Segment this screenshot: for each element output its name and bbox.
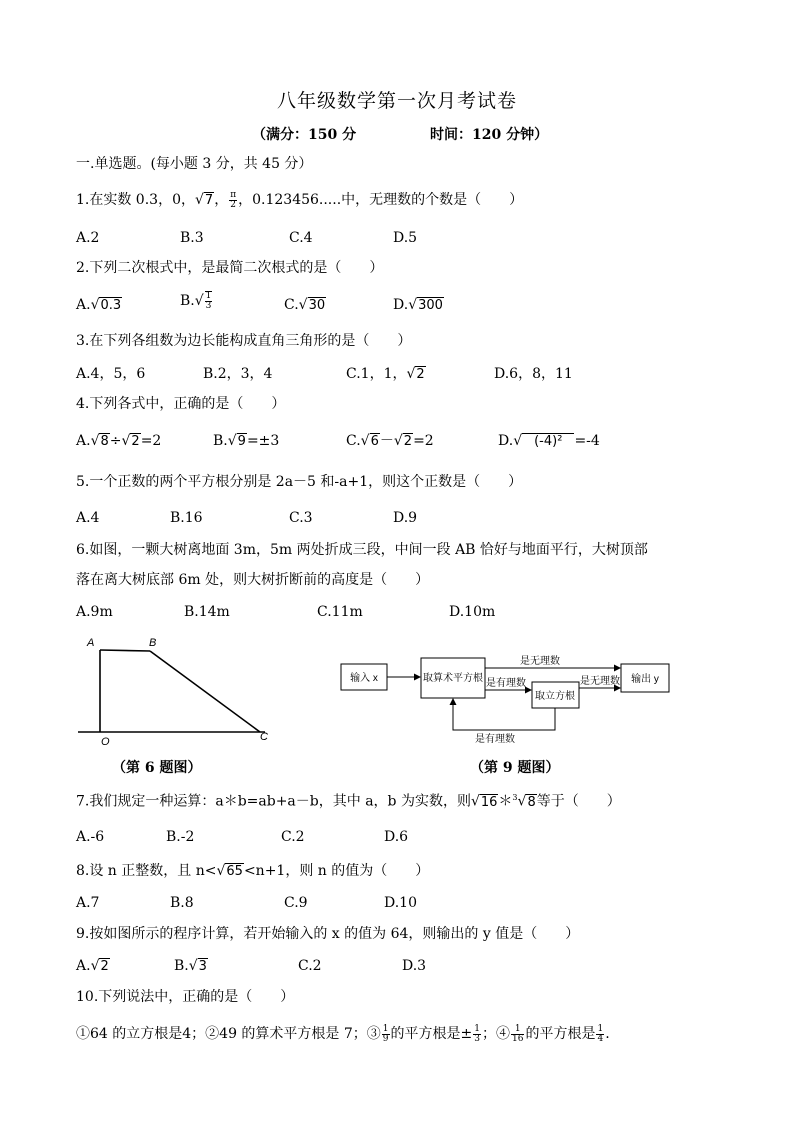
exam-info: [252, 124, 549, 144]
label-c: C: [260, 731, 268, 743]
option-c[interactable]: C.9: [284, 895, 308, 911]
option-c[interactable]: C.√30: [284, 297, 326, 313]
segment-bc: [150, 651, 260, 732]
rational-label-bottom: 是有理数: [475, 734, 515, 745]
figure-6-diagram: [70, 632, 280, 747]
option-b[interactable]: B.√9=±3: [213, 433, 280, 449]
rational-label-left: 是有理数: [486, 678, 526, 689]
question-5: 5.一个正数的两个平方根分别是 2a－5 和-a+1，则这个正数是（ ）: [76, 474, 523, 490]
section-heading: 一.单选题。(每小题 3 分，共 45 分）: [76, 156, 313, 172]
option-a[interactable]: A.7: [76, 895, 100, 911]
option-d[interactable]: D.√300: [393, 297, 443, 313]
option-a[interactable]: A.-6: [76, 829, 105, 845]
sqrt-label: 取算术平方根: [423, 673, 483, 684]
label-a: A: [87, 637, 95, 649]
option-c[interactable]: C.3: [289, 510, 313, 526]
irrational-label-right: 是无理数: [580, 676, 620, 687]
option-b[interactable]: B.8: [170, 895, 194, 911]
page-title: 八年级数学第一次月考试卷: [276, 90, 517, 112]
question-6-line-2: 落在离大树底部 6m 处，则大树折断前的高度是（ ）: [76, 572, 430, 588]
figure-9-flowchart: [335, 640, 680, 750]
option-c[interactable]: C.2: [281, 829, 305, 845]
label-o: O: [101, 736, 110, 747]
option-d[interactable]: D.6，8，11: [494, 366, 573, 382]
option-b[interactable]: B.-2: [166, 829, 195, 845]
label-b: B: [149, 637, 157, 649]
irrational-label-top: 是无理数: [520, 656, 560, 667]
option-d[interactable]: D.6: [384, 829, 409, 845]
option-a[interactable]: A.√2: [76, 958, 109, 974]
option-c[interactable]: C.4: [289, 230, 313, 246]
question-3: 3.在下列各组数为边长能构成直角三角形的是（ ）: [76, 333, 412, 349]
option-b[interactable]: B.14m: [184, 604, 230, 620]
full-score: （满分：150 分: [252, 127, 357, 143]
question-7: 7.我们规定一种运算：a＊b=ab+a－b，其中 a，b 为实数，则√16＊$^3$√8等于（ ）: [76, 793, 621, 810]
option-b[interactable]: B.√ $\frac{1}{3}$: [180, 291, 212, 311]
option-c[interactable]: C.2: [298, 958, 322, 974]
option-a[interactable]: A.9m: [76, 604, 113, 620]
option-d[interactable]: D.√ (-4)² =-4: [498, 433, 600, 449]
option-d[interactable]: D.9: [393, 510, 418, 526]
cube-root-label: 取立方根: [535, 691, 575, 702]
option-a[interactable]: A.4，5，6: [76, 366, 146, 382]
figure-6-caption: （第 6 题图）: [112, 760, 202, 776]
question-10: 10.下列说法中，正确的是（ ）: [76, 989, 295, 1005]
sqrt-sign: √: [194, 192, 204, 208]
option-b[interactable]: B.16: [170, 510, 203, 526]
option-a[interactable]: A.√8÷√2=2: [76, 433, 162, 449]
option-c[interactable]: C.11m: [317, 604, 363, 620]
exam-time: 时间：120 分钟）: [430, 127, 549, 143]
option-b[interactable]: B.2，3，4: [203, 366, 273, 382]
output-label: 输出 y: [631, 674, 659, 685]
option-b[interactable]: B.3: [180, 230, 204, 246]
option-a[interactable]: A.4: [76, 510, 100, 526]
option-d[interactable]: D.5: [393, 230, 418, 246]
figure-9-caption: （第 9 题图）: [470, 760, 560, 776]
segment-ab: [100, 650, 150, 651]
option-d[interactable]: D.10: [384, 895, 417, 911]
question-9: 9.按如图所示的程序计算，若开始输入的 x 的值为 64，则输出的 y 值是（ ）: [76, 926, 580, 942]
option-b[interactable]: B.√3: [174, 958, 207, 974]
question-8: 8.设 n 正整数，且 n<√65<n+1，则 n 的值为（ ）: [76, 863, 430, 879]
question-6-line-1: 6.如图，一颗大树离地面 3m，5m 两处折成三段，中间一段 AB 恰好与地面平行，大树顶部: [76, 542, 648, 558]
option-c[interactable]: C.√6－√2=2: [346, 433, 434, 449]
question-1: 1.在实数 0.3，0，√7， $\frac{\pi}{2}$ ，0.123456.....中，无理数的个数是（ ）: [76, 189, 524, 210]
option-d[interactable]: D.10m: [449, 604, 496, 620]
question-4: 4.下列各式中，正确的是（ ）: [76, 396, 286, 412]
option-a[interactable]: A.2: [76, 230, 100, 246]
question-2: 2.下列二次根式中，是最简二次根式的是（ ）: [76, 260, 384, 276]
input-label: 输入 x: [350, 673, 378, 684]
fraction: $\frac{\pi}{2}$: [230, 189, 237, 210]
question-10-statements: ①64 的立方根是4；②49 的算术平方根是 7；③ $\frac{1}{9}$ 的平方根是± $\frac{1}{3}$ ；④ $\frac{1}{16}$ 的平方根是 $\frac{1}{4}$ .: [76, 1023, 610, 1044]
option-c[interactable]: C.1，1，√2: [346, 366, 425, 382]
option-a[interactable]: A.√0.3: [76, 297, 122, 313]
option-d[interactable]: D.3: [402, 958, 427, 974]
